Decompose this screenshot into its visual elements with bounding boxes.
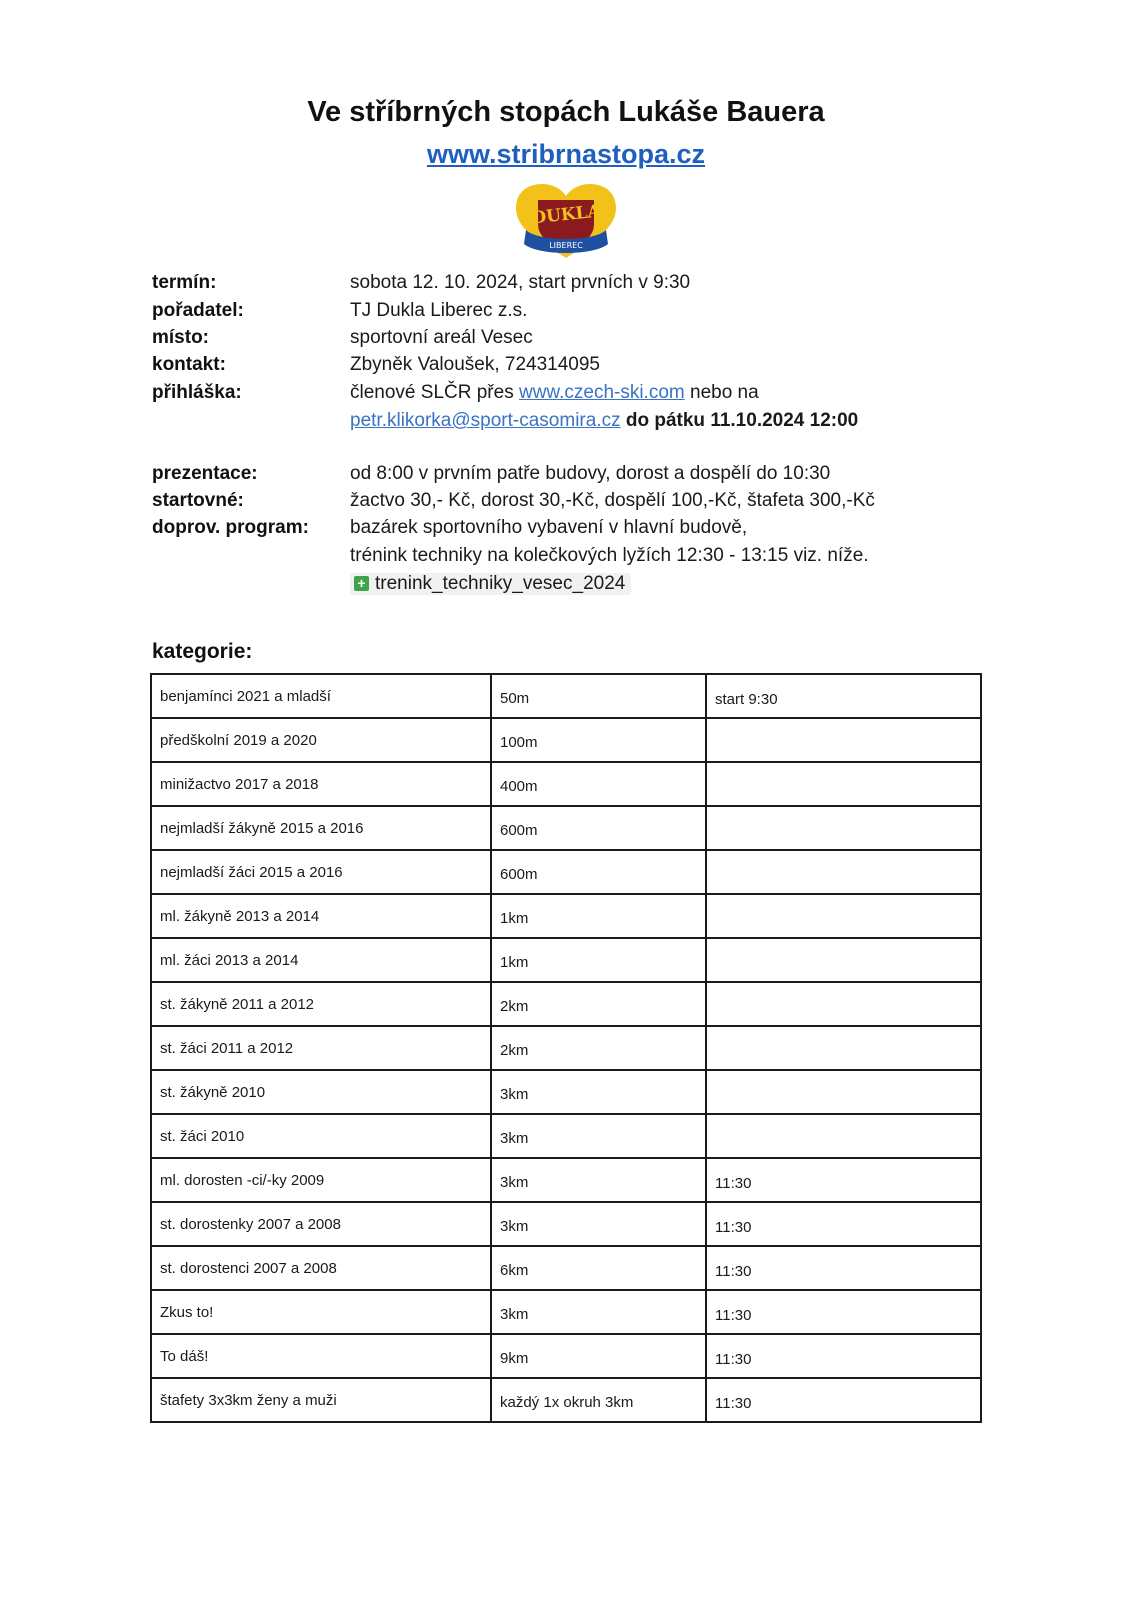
category-name: st. žákyně 2011 a 2012 (151, 982, 491, 1026)
category-name: ml. žáci 2013 a 2014 (151, 938, 491, 982)
category-distance: 1km (491, 938, 706, 982)
category-name: minižactvo 2017 a 2018 (151, 762, 491, 806)
category-distance: 2km (491, 982, 706, 1026)
category-name: st. žákyně 2010 (151, 1070, 491, 1114)
label-startovne: startovné: (152, 490, 244, 511)
category-distance: 6km (491, 1246, 706, 1290)
value-kontakt: Zbyněk Valoušek, 724314095 (350, 354, 600, 375)
category-start: 11:30 (706, 1378, 981, 1422)
page-title: Ve stříbrných stopách Lukáše Bauera (307, 96, 825, 128)
table-row (151, 982, 981, 1026)
category-distance: 3km (491, 1290, 706, 1334)
category-name: nejmladší žáci 2015 a 2016 (151, 850, 491, 894)
attachment-chip[interactable] (350, 573, 631, 595)
table-row (151, 1158, 981, 1202)
category-start: 11:30 (706, 1158, 981, 1202)
category-start: start 9:30 (706, 674, 981, 718)
category-start (706, 1070, 981, 1114)
category-start (706, 718, 981, 762)
value-program-line1: bazárek sportovního vybavení v hlavní budově, (350, 517, 748, 538)
table-row (151, 674, 981, 718)
table-row (151, 1026, 981, 1070)
table-row (151, 1290, 981, 1334)
category-start (706, 1114, 981, 1158)
logo-text-dukla: DUKLA (530, 201, 602, 229)
value-prihlaska-2 (350, 410, 858, 432)
value-prihlaska (350, 382, 759, 404)
category-name: To dáš! (151, 1334, 491, 1378)
label-prezentace: prezentace: (152, 463, 258, 484)
label-misto: místo: (152, 327, 209, 348)
plus-icon: + (354, 576, 369, 591)
category-distance: 2km (491, 1026, 706, 1070)
table-row (151, 850, 981, 894)
category-name: st. žáci 2010 (151, 1114, 491, 1158)
category-start: 11:30 (706, 1246, 981, 1290)
value-misto: sportovní areál Vesec (350, 327, 533, 348)
czech-ski-link[interactable]: www.czech-ski.com (518, 382, 685, 403)
email-link[interactable]: petr.klikorka@sport-casomira.cz (350, 410, 621, 431)
prihlaska-text-pre: členové SLČR přes (350, 382, 514, 403)
label-poradatel: pořadatel: (152, 300, 244, 321)
category-start (706, 850, 981, 894)
categories-heading: kategorie: (152, 640, 253, 663)
category-name: benjamínci 2021 a mladší (151, 674, 491, 718)
category-name: ml. dorosten -ci/-ky 2009 (151, 1158, 491, 1202)
label-termin: termín: (152, 272, 217, 293)
category-distance: 3km (491, 1202, 706, 1246)
category-name: ml. žákyně 2013 a 2014 (151, 894, 491, 938)
label-kontakt: kontakt: (152, 354, 226, 375)
categories-table (150, 673, 982, 1423)
category-distance: 1km (491, 894, 706, 938)
category-start: 11:30 (706, 1290, 981, 1334)
table-row (151, 1114, 981, 1158)
table-row (151, 762, 981, 806)
category-name: Zkus to! (151, 1290, 491, 1334)
website-link-row (0, 139, 1132, 170)
table-row (151, 1246, 981, 1290)
category-distance: 600m (491, 806, 706, 850)
value-startovne: žactvo 30,- Kč, dorost 30,-Kč, dospělí 100,-Kč, štafeta 300,-Kč (350, 490, 875, 511)
registration-deadline: do pátku 11.10.2024 12:00 (625, 410, 859, 431)
value-program-line2: trénink techniky na kolečkových lyžích 12:30 - 13:15 viz. níže. (350, 545, 869, 566)
category-distance: 3km (491, 1070, 706, 1114)
category-name: nejmladší žákyně 2015 a 2016 (151, 806, 491, 850)
category-name: předškolní 2019 a 2020 (151, 718, 491, 762)
category-distance: 100m (491, 718, 706, 762)
category-distance: 50m (491, 674, 706, 718)
attachment-name: trenink_techniky_vesec_2024 (375, 573, 626, 594)
category-name: st. žáci 2011 a 2012 (151, 1026, 491, 1070)
table-row (151, 1070, 981, 1114)
website-link[interactable]: www.stribrnastopa.cz (426, 139, 706, 169)
category-start (706, 982, 981, 1026)
value-termin: sobota 12. 10. 2024, start prvních v 9:30 (350, 272, 691, 293)
category-distance: 9km (491, 1334, 706, 1378)
category-name: st. dorostenci 2007 a 2008 (151, 1246, 491, 1290)
table-row (151, 894, 981, 938)
table-row (151, 1334, 981, 1378)
value-poradatel: TJ Dukla Liberec z.s. (350, 300, 528, 321)
table-row (151, 806, 981, 850)
table-row (151, 938, 981, 982)
category-distance: 3km (491, 1158, 706, 1202)
logo-text-liberec: LIBEREC (549, 241, 583, 250)
category-start (706, 762, 981, 806)
label-prihlaska: přihláška: (152, 382, 242, 403)
category-distance: 600m (491, 850, 706, 894)
category-distance: 3km (491, 1114, 706, 1158)
category-name: štafety 3x3km ženy a muži (151, 1378, 491, 1422)
category-start (706, 806, 981, 850)
category-start (706, 1026, 981, 1070)
category-start: 11:30 (706, 1202, 981, 1246)
table-row (151, 1202, 981, 1246)
category-start (706, 894, 981, 938)
category-name: st. dorostenky 2007 a 2008 (151, 1202, 491, 1246)
prihlaska-text-mid: nebo na (690, 382, 759, 403)
category-start: 11:30 (706, 1334, 981, 1378)
category-distance: každý 1x okruh 3km (491, 1378, 706, 1422)
table-row (151, 1378, 981, 1422)
label-program: doprov. program: (152, 517, 309, 538)
dukla-liberec-logo (508, 180, 624, 264)
value-prezentace: od 8:00 v prvním patře budovy, dorost a dospělí do 10:30 (350, 463, 831, 484)
table-row (151, 718, 981, 762)
category-distance: 400m (491, 762, 706, 806)
category-start (706, 938, 981, 982)
